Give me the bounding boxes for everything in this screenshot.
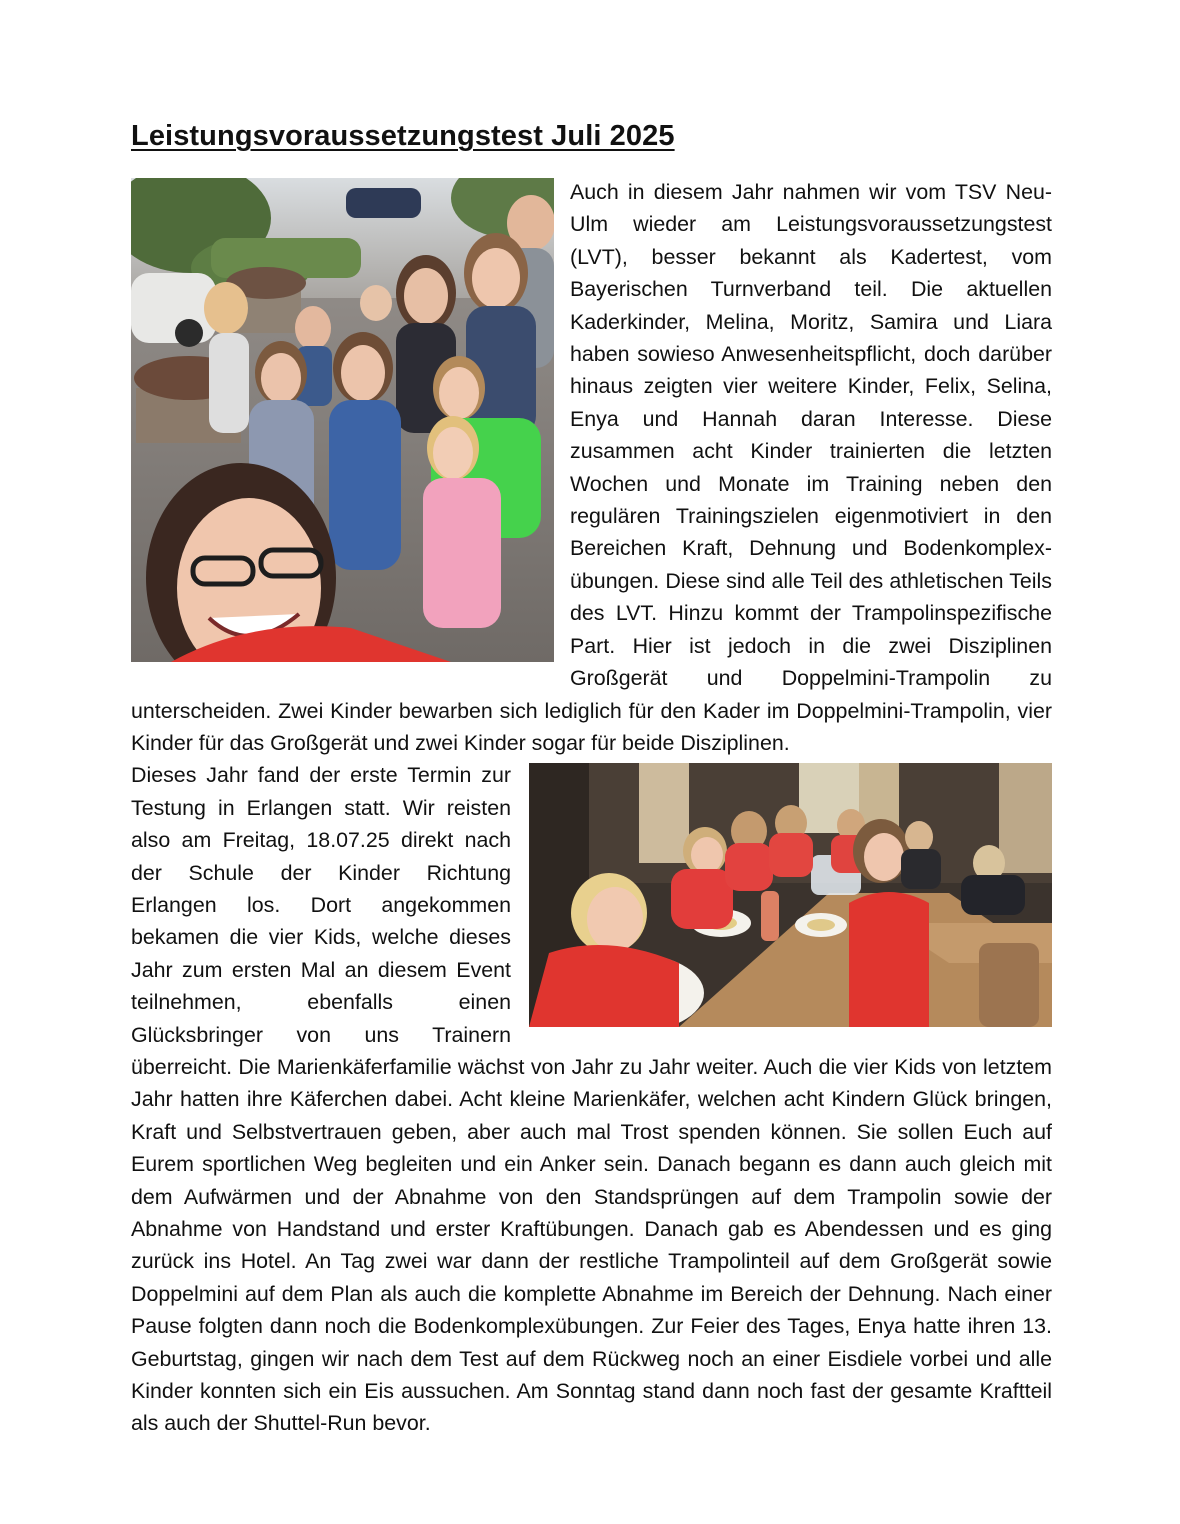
dinner-table-photo: [529, 763, 1052, 1027]
paragraph-2: Dieses Jahr fand der erste Termin zur Testung in Erlangen statt. Wir reisten also am Freitag, 18.07.25 direkt nach der Schule der Kinder Richtung Erlangen los. Dort angekommen bekamen die vier Kids, welche dieses Jahr zum ersten Mal an diesem Event teilnehmen, ebenfalls einen Glücksbringer von uns Trainern überreicht. Die Marienkäferfamilie wächst von Jahr zu Jahr weiter. Auch die vier Kids von letztem Jahr hatten ihre Käferchen dabei. Acht kleine Marienkäfer, welchen acht Kindern Glück bringen, Kraft und Selbstvertrauen geben, aber auch mal Trost spenden können. Sie sollen Euch auf Eurem sportlichen Weg begleiten und ein Anker sein. Danach begann es dann auch gleich mit dem Aufwärmen und der Abnahme von den Standsprüngen auf dem Trampolin sowie der Abnahme von Handstand und erster Kraftübungen. Danach gab es Abendessen und es ging zurück ins Hotel. An Tag zwei war dann der restliche Trampolinteil auf dem Großgerät sowie Doppelmini auf dem Plan als auch die komplette Abnahme im Bereich der Dehnung. Nach einer Pause folgten dann noch die Bodenkomplexübungen. Zur Feier des Tages, Enya hatte ihren 13. Geburtstag, gingen wir nach dem Test auf dem Rückweg noch an einer Eisdiele vorbei und alle Kinder konnten sich ein Eis aussuchen. Am Sonntag stand dann noch fast der gesamte Kraftteil als auch der Shuttel-Run bevor.: [131, 763, 1052, 1436]
paragraph-1: Auch in diesem Jahr nahmen wir vom TSV Neu-Ulm wieder am Leistungsvoraussetzungstest (LVT), besser bekannt als Kadertest, vom Bayerischen Turnverband teil. Die aktuellen Kaderkinder, Melina, Moritz, Samira und Liara haben sowieso Anwesenheitspflicht, doch darüber hinaus zeigten vier weitere Kinder, Felix, Selina, Enya und Hannah daran Interesse. Diese zusammen acht Kinder trainierten die letzten Wochen und Monate im Training neben den regulären Trainingszielen eigenmotiviert in den Bereichen Kraft, Dehnung und Bodenkomplexübungen. Diese sind alle Teil des athletischen Teils des LVT. Hinzu kommt der Trampolinspezifische Part. Hier ist jedoch in die zwei Disziplinen Großgerät und Doppelmini-Trampolin zu unterscheiden. Zwei Kinder bewarben sich lediglich für den Kader im Doppelmini-Trampolin, vier Kinder für das Großgerät und zwei Kinder sogar für beide Disziplinen.: [131, 180, 1052, 755]
document-title: Leistungsvoraussetzungstest Juli 2025: [131, 120, 675, 152]
document-page: [131, 116, 1052, 1440]
group-selfie-photo: [131, 178, 554, 662]
